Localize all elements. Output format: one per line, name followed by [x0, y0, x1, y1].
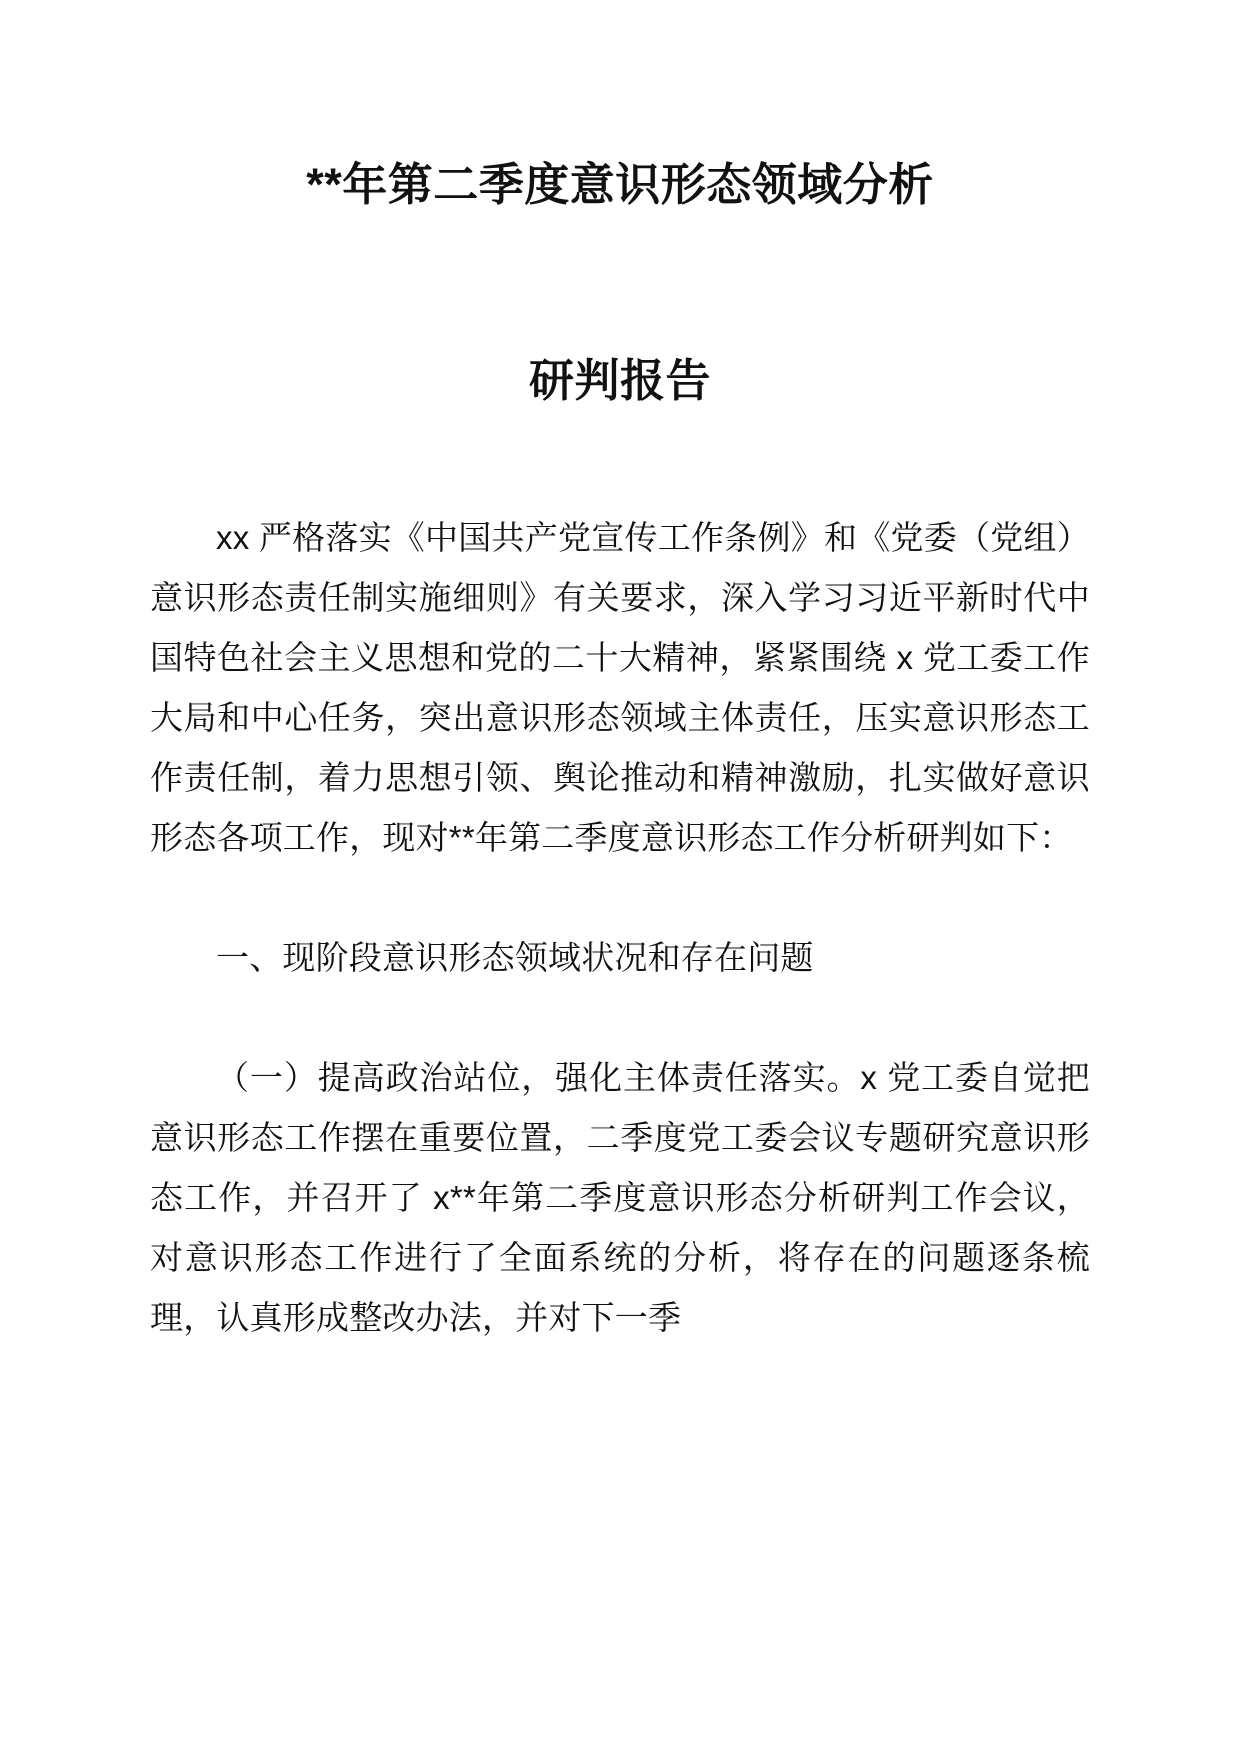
document-title-line-1: **年第二季度意识形态领域分析 — [306, 159, 934, 210]
paragraph-intro: xx 严格落实《中国共产党宣传工作条例》和《党委（党组）意识形态责任制实施细则》有关要求，深入学习习近平新时代中国特色社会主义思想和党的二十大精神，紧紧围绕 x 党工委工作大局和中心任务，突出意识形态领域主体责任，压实意识形态工作责任制，着力思想引领、舆论推动和精神激励，扎实做好意识形态各项工作，现对**年第二季度意识形态工作分析研判如下： — [150, 518, 1090, 856]
page-content-column — [150, 0, 1090, 1348]
document-body — [150, 416, 1090, 1348]
document-title-block — [150, 0, 1090, 416]
paragraph-subsection-1: （一）提高政治站位，强化主体责任落实。x 党工委自觉把意识形态工作摆在重要位置，二季度党工委会议专题研究意识形态工作，并召开了 x**年第二季度意识形态分析研判工作会议，对意识形态工作进行了全面系统的分析，将存在的问题逐条梳理，认真形成整改办法，并对下一季 — [150, 1058, 1090, 1336]
document-title-line-2: 研判报告 — [528, 354, 711, 406]
section-heading-1: 一、现阶段意识形态领域状况和存在问题 — [216, 938, 814, 976]
